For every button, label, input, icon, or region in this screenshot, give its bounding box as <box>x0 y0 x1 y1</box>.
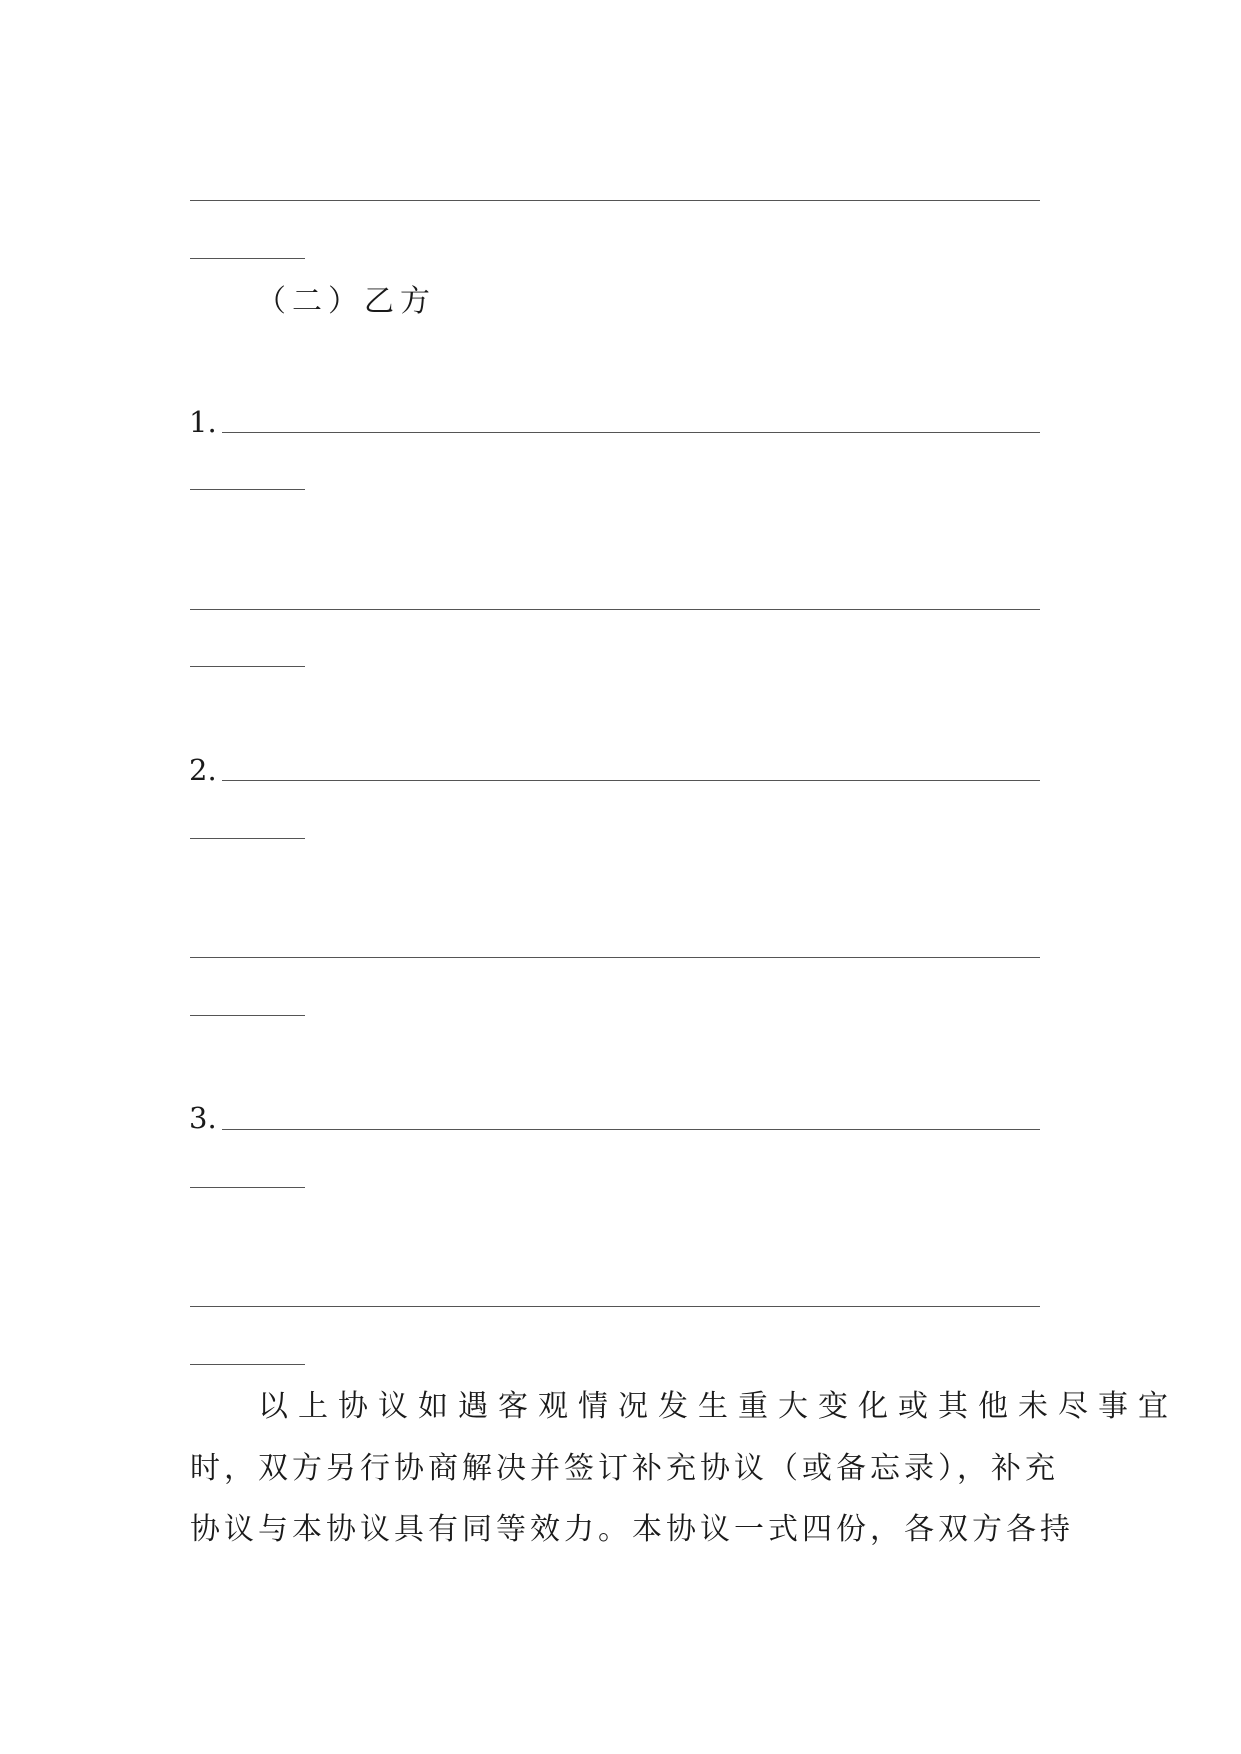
item-number: 2. <box>189 753 217 787</box>
blank-line <box>190 1306 1040 1307</box>
item-number: 3. <box>189 1101 217 1135</box>
section-heading: （二）乙方 <box>256 284 436 319</box>
blank-line <box>190 200 1040 201</box>
blank-line <box>222 432 1040 433</box>
blank-line <box>190 258 305 259</box>
closing-paragraph-line: 时，双方另行协商解决并签订补充协议（或备忘录），补充 <box>190 1451 1059 1486</box>
blank-line <box>190 1187 305 1188</box>
blank-line <box>222 1129 1040 1130</box>
blank-line <box>190 666 305 667</box>
blank-line <box>190 1015 305 1016</box>
closing-paragraph-line: 协议与本协议具有同等效力。本协议一式四份，各双方各持 <box>190 1512 1074 1547</box>
blank-line <box>190 957 1040 958</box>
blank-line <box>190 609 1040 610</box>
closing-paragraph-line: 以上协议如遇客观情况发生重大变化或其他未尽事宜 <box>258 1389 1178 1424</box>
blank-line <box>190 489 305 490</box>
blank-line <box>190 1364 305 1365</box>
blank-line <box>222 780 1040 781</box>
blank-line <box>190 838 305 839</box>
item-number: 1. <box>189 405 217 439</box>
